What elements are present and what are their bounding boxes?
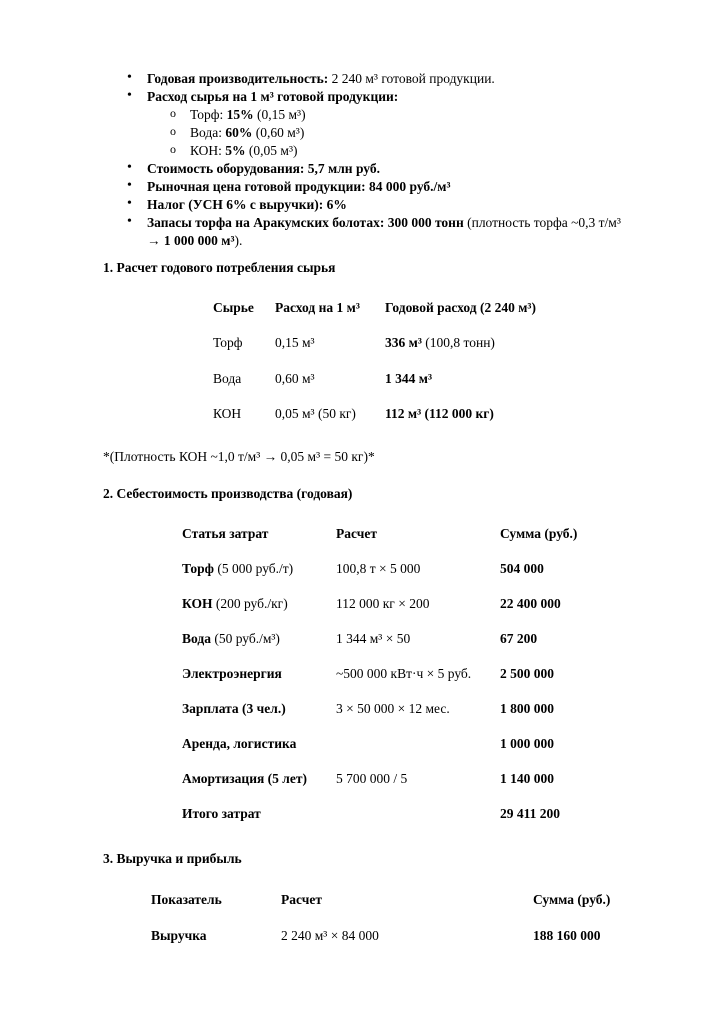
table-row-total: Итого затрат 29 411 200 <box>182 806 561 821</box>
bullet-dot-icon: • <box>127 70 132 85</box>
bullet-dot-icon: • <box>127 88 132 103</box>
circle-bullet-icon: o <box>170 106 176 120</box>
table-row: КОН (200 руб./кг) 112 000 кг × 200 22 400 000 <box>182 596 561 611</box>
density-footnote: *(Плотность КОН ~1,0 т/м³ → 0,05 м³ = 50 кг)* <box>103 449 375 464</box>
table-header-row <box>213 300 536 335</box>
cost-table <box>182 526 577 826</box>
bullet-dot-icon: • <box>127 196 132 211</box>
bullet-dot-icon: • <box>127 214 132 229</box>
header-cell: Годовой расход (2 240 м³) <box>385 300 536 315</box>
section2-title: 2. Себестоимость производства (годовая) <box>103 486 353 501</box>
table-row: Вода (50 руб./м³) 1 344 м³ × 50 67 200 <box>182 631 538 646</box>
table-row: Выручка 2 240 м³ × 84 000 188 160 000 <box>151 928 601 943</box>
header-cell: Расход на 1 м³ <box>275 300 360 315</box>
table-row: Вода 0,60 м³ 1 344 м³ <box>213 371 432 386</box>
circle-bullet-icon: o <box>170 124 176 138</box>
table-header-row: Показатель Расчет Сумма (руб.) <box>151 892 611 907</box>
table-row: Торф (5 000 руб./т) 100,8 т × 5 000 504 000 <box>182 561 544 576</box>
bullet-dot-icon: • <box>127 178 132 193</box>
consumption-table <box>213 300 536 426</box>
table-header-row: Статья затрат Расчет Сумма (руб.) <box>182 526 578 541</box>
table-row: Зарплата (3 чел.) 3 × 50 000 × 12 мес. 1 800 000 <box>182 701 554 716</box>
section3-title: 3. Выручка и прибыль <box>103 851 242 866</box>
table-row: Торф 0,15 м³ 336 м³ (100,8 тонн) <box>213 335 495 350</box>
table-row: КОН 0,05 м³ (50 кг) 112 м³ (112 000 кг) <box>213 406 494 421</box>
header-cell: Сырье <box>213 300 254 315</box>
revenue-table <box>151 892 610 948</box>
bullet-dot-icon: • <box>127 160 132 175</box>
table-row: Аренда, логистика 1 000 000 <box>182 736 554 751</box>
table-row: Амортизация (5 лет) 5 700 000 / 5 1 140 000 <box>182 771 554 786</box>
table-row: Электроэнергия ~500 000 кВт·ч × 5 руб. 2 500 000 <box>182 666 554 681</box>
circle-bullet-icon: o <box>170 142 176 156</box>
section1-title: 1. Расчет годового потребления сырья <box>103 260 336 275</box>
